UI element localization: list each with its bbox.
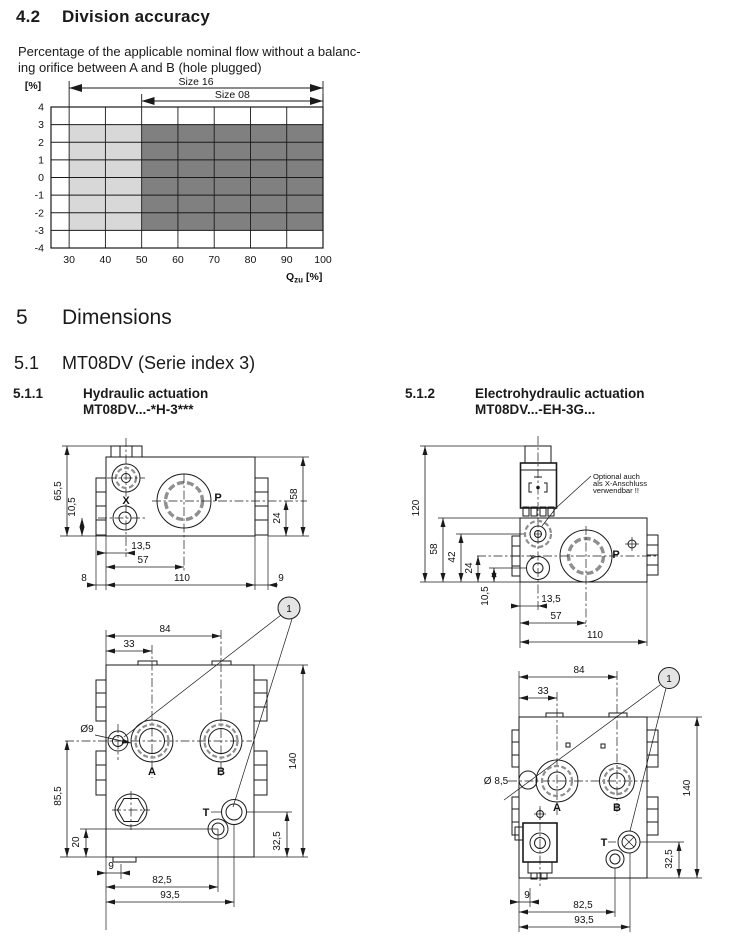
note-line-3: verwendbar !! bbox=[593, 486, 640, 495]
dim-10-5: 10,5 bbox=[67, 497, 78, 517]
section-title: Division accuracy bbox=[62, 7, 210, 26]
range-arrow-label: Size 16 bbox=[178, 76, 214, 88]
dim-9: 9 bbox=[524, 890, 530, 901]
dim-57: 57 bbox=[550, 611, 562, 622]
dim-9: 9 bbox=[278, 573, 284, 584]
port-b-label: B bbox=[613, 802, 621, 814]
y-axis-label: [%] bbox=[24, 80, 42, 92]
subsection-number: 5.1.1 bbox=[13, 386, 44, 401]
y-tick-label: 0 bbox=[38, 172, 44, 184]
y-tick-label: 4 bbox=[38, 101, 44, 114]
x-tick-label: 30 bbox=[63, 254, 75, 266]
x-tick-label: 80 bbox=[244, 254, 257, 266]
y-tick-label: -4 bbox=[34, 242, 44, 255]
section-number: 5 bbox=[16, 306, 28, 329]
dim-65-5: 65,5 bbox=[53, 481, 64, 501]
dim-33: 33 bbox=[123, 639, 135, 650]
port-x-label: x bbox=[530, 552, 534, 561]
pilot-plug bbox=[111, 446, 142, 457]
port-b-label: B bbox=[217, 766, 225, 778]
intro-line-1: Percentage of the applicable nominal flow without a balanc- bbox=[18, 44, 361, 59]
note-line-1: Optional auch bbox=[593, 472, 640, 481]
dim-24: 24 bbox=[464, 562, 475, 574]
x-tick-label: 50 bbox=[135, 254, 148, 266]
dimension-lines bbox=[510, 671, 702, 932]
dim-58: 58 bbox=[429, 543, 440, 555]
subsection-number: 5.1.2 bbox=[405, 386, 436, 401]
port-x-label: X bbox=[122, 495, 130, 507]
dimension-drawings bbox=[0, 430, 756, 952]
dim-42: 42 bbox=[447, 551, 458, 563]
subsection-subtitle: MT08DV...-*H-3*** bbox=[83, 401, 194, 417]
x-tick-label: 40 bbox=[99, 254, 112, 266]
balloon-1-label: 1 bbox=[666, 674, 672, 685]
section-number: 5.1 bbox=[14, 353, 40, 373]
subsection-subtitle: MT08DV...-EH-3G... bbox=[475, 401, 596, 417]
dim-84: 84 bbox=[159, 624, 171, 635]
y-tick-label: -3 bbox=[34, 224, 44, 237]
section-heading-dimensions bbox=[16, 306, 172, 330]
intro-paragraph bbox=[18, 44, 368, 75]
dim-85-5: 85,5 bbox=[53, 786, 64, 806]
drawing-hydraulic-front-view bbox=[53, 597, 308, 930]
dim-9: 9 bbox=[108, 861, 114, 872]
dim-93-5: 93,5 bbox=[574, 915, 594, 926]
intro-line-2: ing orifice between A and B (hole plugged) bbox=[18, 59, 262, 75]
dim-140: 140 bbox=[682, 779, 693, 797]
dim-140: 140 bbox=[288, 752, 299, 770]
section-title: Dimensions bbox=[62, 306, 172, 329]
section-heading-mt08dv bbox=[14, 353, 255, 374]
range-arrow-label: Size 08 bbox=[214, 89, 250, 101]
port-a-label: A bbox=[148, 766, 156, 778]
port-t-label: T bbox=[600, 837, 608, 849]
dim-120: 120 bbox=[411, 499, 422, 517]
dim-24: 24 bbox=[272, 512, 283, 524]
y-tick-label: -2 bbox=[34, 207, 44, 220]
section-title: MT08DV (Serie index 3) bbox=[62, 353, 256, 373]
subsection-hydraulic bbox=[13, 386, 208, 417]
note-line-2: als X-Anschluss bbox=[593, 479, 648, 488]
solenoid-coil bbox=[515, 806, 557, 888]
dim-84: 84 bbox=[573, 665, 585, 676]
dim-58: 58 bbox=[289, 488, 300, 500]
dim-32-5: 32,5 bbox=[272, 831, 283, 851]
x-tick-label: 90 bbox=[280, 254, 293, 266]
x-tick-label: 100 bbox=[314, 254, 332, 266]
bottom-tab bbox=[113, 857, 136, 862]
y-tick-label: -1 bbox=[34, 189, 44, 202]
port-p-label: P bbox=[612, 549, 620, 561]
y-tick-label: 1 bbox=[38, 154, 44, 167]
subsection-title: Electrohydraulic actuation bbox=[475, 386, 645, 401]
hex-plug bbox=[112, 791, 150, 830]
dim-8: 8 bbox=[81, 573, 87, 584]
dim-13-5: 13,5 bbox=[541, 594, 561, 605]
dim-57: 57 bbox=[137, 555, 149, 566]
dim-hole-d8-5: Ø 8,5 bbox=[483, 776, 509, 787]
section-heading-accuracy bbox=[16, 7, 210, 27]
y-tick-label: 3 bbox=[38, 119, 44, 132]
y-tick-label: 2 bbox=[38, 136, 44, 149]
x-axis-label: $Q_{zu}$ [%] bbox=[286, 271, 323, 285]
port-p-bore bbox=[152, 474, 307, 571]
drawing-hydraulic-top-view bbox=[53, 438, 309, 590]
port-t-bores bbox=[606, 831, 640, 868]
valve-body-outline bbox=[519, 717, 647, 878]
section-number: 4.2 bbox=[16, 7, 41, 26]
dim-110: 110 bbox=[587, 630, 603, 641]
port-p-bore bbox=[560, 526, 612, 627]
dim-82-5: 82,5 bbox=[152, 875, 172, 886]
dim-93-5: 93,5 bbox=[160, 890, 180, 901]
dim-hole-d9: Ø9 bbox=[80, 724, 94, 735]
dim-10-5: 10,5 bbox=[480, 586, 491, 606]
dim-13-5: 13,5 bbox=[131, 541, 151, 552]
x-tick-label: 60 bbox=[172, 254, 184, 266]
drawing-electrohydraulic-front-view bbox=[484, 665, 702, 932]
balloon-1-label: 1 bbox=[286, 604, 292, 615]
dim-82-5: 82,5 bbox=[573, 900, 593, 911]
dim-32-5: 32,5 bbox=[664, 849, 675, 869]
division-accuracy-chart bbox=[0, 72, 360, 290]
drawing-electrohydraulic-top-view bbox=[411, 436, 658, 648]
mounting-hole bbox=[519, 771, 537, 789]
port-t-label: T bbox=[202, 807, 210, 819]
subsection-electrohydraulic bbox=[405, 386, 645, 417]
port-t-bores bbox=[208, 800, 247, 840]
dim-33: 33 bbox=[537, 686, 549, 697]
port-a-label: A bbox=[553, 802, 561, 814]
gauge-port-symbol bbox=[625, 537, 639, 551]
dim-20: 20 bbox=[71, 836, 82, 848]
x-tick-label: 70 bbox=[208, 254, 221, 266]
subsection-title: Hydraulic actuation bbox=[83, 386, 209, 401]
dim-110: 110 bbox=[174, 573, 190, 584]
port-p-label: P bbox=[214, 492, 222, 504]
solenoid-valve bbox=[521, 446, 557, 516]
